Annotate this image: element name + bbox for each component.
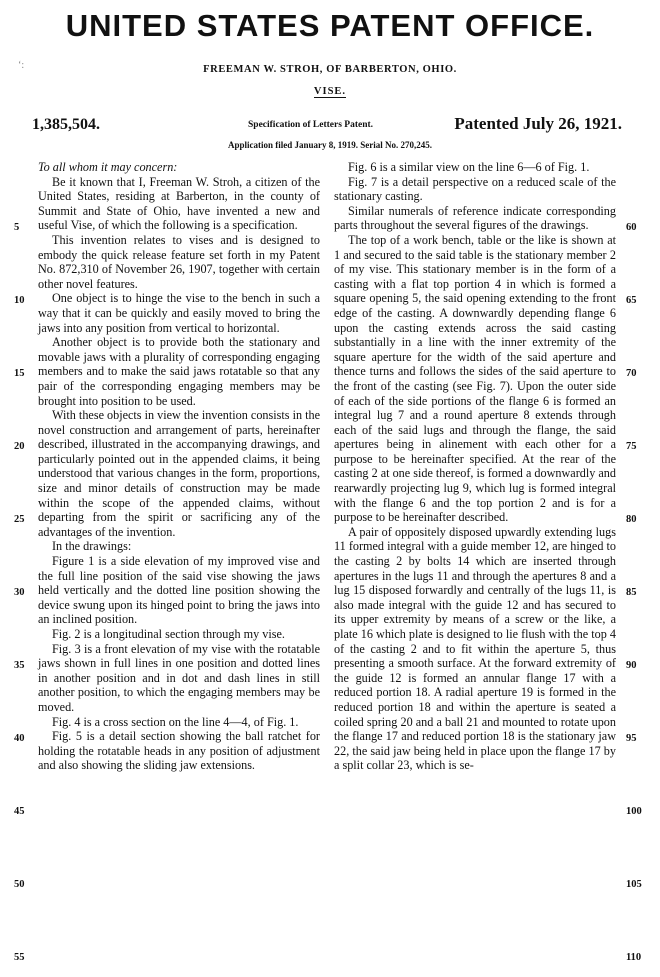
salutation: To all whom it may concern: [38,160,178,174]
subject-text: VISE. [313,86,347,97]
line-number: 30 [14,587,25,598]
line-number: 65 [626,295,637,306]
right-column [334,160,616,773]
paragraph: Fig. 4 is a cross section on the line 4—4, of Fig. 1. [52,714,299,729]
paragraph: This invention relates to vises and is designed to embody the quick release feature set forth in my Patent No. 872,310 of November 26, 1907, together with certain other novel features. [38,232,320,291]
inventor-line: FREEMAN W. STROH, OF BARBERTON, OHIO. [203,64,457,75]
line-number: 80 [626,514,637,525]
paragraph: Fig. 5 is a detail section showing the ball ratchet for holding the rotatable heads in any position of adjustment and also showing the sliding jaw extensions. [38,729,320,773]
office-title: UNITED STATES PATENT OFFICE. [65,8,595,43]
paragraph: Fig. 6 is a similar view on the line 6—6 of Fig. 1. [348,160,590,174]
line-number: 110 [626,952,642,963]
patent-date: Patented July 26, 1921. [454,114,622,133]
paragraph: With these objects in view the invention consists in the novel construction and arrangement of parts, hereinafter described, illustrated in the accompanying drawings, and particularly pointed out in the appended claims, it being understood that various changes in the form, proportions, size and minor details of construction may be made within the scope of the appended claims, without departing from the spirit or sacrificing any of the advantages of the invention. [38,408,320,539]
paragraph: Fig. 2 is a longitudinal section through my vise. [52,627,285,641]
left-column [38,160,320,773]
line-number: 55 [14,952,25,963]
application-line: Application filed January 8, 1919. Serial No. 270,245. [227,140,432,150]
paragraph: A pair of oppositely disposed upwardly extending lugs 11 formed integral with a guide member 12, are hinged to the casting 2 by bolts 14 which are inserted through apertures in the lugs 11 and through the apertures 8 and a lug 15 disposed forwardly and centrally of the lugs 11, is also made integral with the guide 12 and has secured to its upper extremity by means of a screw or the like, a plate 16 which plate is designed to lie flush with the top 4 of the casting 2 and to fit within the aperture 5, thus presenting a smooth surface. At the forward extremity of the guide 12 is formed an annular flange 17 with a reduced portion 18. A radial aperture 19 is formed in the reduced portion 18 and within the aperture is seated a coiled spring 20 and a ball 21 and mounted to rotate upon the flange 17 and reduced portion 18 is the stationary jaw 22, the said jaw being held in place upon the flange 17 by a split collar 23, which is se- [334,524,616,773]
paragraph: Be it known that I, Freeman W. Stroh, a citizen of the United States, residing at Barberton, in the county of Summit and State of Ohio, have invented a new and useful Vise, of which the following is a specification. [38,174,320,233]
line-number: 15 [14,368,25,379]
patent-number: 1,385,504. [32,116,100,133]
line-number: 85 [626,587,637,598]
paragraph: Fig. 7 is a detail perspective on a reduced scale of the stationary casting. [334,174,616,204]
spec-label: Specification of Letters Patent. [248,120,374,130]
line-number: 60 [626,222,637,233]
line-number: 70 [626,368,637,379]
paragraph: Another object is to provide both the stationary and movable jaws with a plurality of corresponding engaging members and to make the said jaws rotatable so that any pair of the corresponding engaging members may be brought into position to be used. [38,335,320,408]
paragraph: Fig. 3 is a front elevation of my vise with the rotatable jaws shown in full lines in one position and dotted lines in another position and in dot and dash lines in still another position, to which the engaging members may be moved. [38,641,320,714]
line-number: 25 [14,514,25,525]
paragraph: Figure 1 is a side elevation of my improved vise and the full line position of the said vise showing the jaws held vertically and the dotted line position showing the device swung upon its hinged point to bring the jaws into an inclined position. [38,554,320,627]
line-number: 10 [14,295,25,306]
line-number: 45 [14,806,25,817]
line-number: 95 [626,733,637,744]
paragraph: One object is to hinge the vise to the bench in such a way that it can be quickly and easily moved to bring the jaws into any position from vertical to horizontal. [38,291,320,335]
line-number: 105 [626,879,642,890]
line-number: 100 [626,806,642,817]
paragraph: In the drawings: [52,539,132,554]
paragraph: Similar numerals of reference indicate corresponding parts throughout the several figures of the drawings. [334,203,616,233]
line-number: 50 [14,879,25,890]
line-number: 35 [14,660,25,671]
line-number: 75 [626,441,637,452]
margin-mark: ‘: [18,60,25,71]
paragraph: The top of a work bench, table or the like is shown at 1 and secured to the said table is the stationary member 2 of my vise. This stationary member is in the form of a casting with a flat top portion 4 in which is formed a square opening 5, the said opening extending to the front edge of the casting. A downwardly depending flange 6 upon the casting extends across the said casting substantially in a line with the inner extremity of the square aperture for the width of the said aperture and thence turns and follows the sides of the said aperture to the front of the casting (see Fig. 7). Upon the outer side of each of the side portions of the flange 6 is formed an integral lug 7 and a round aperture 8 extends through each of the said lugs and through the flange, the said apertures being in alinement with each other for a purpose to be hereinafter specified. At the rear of the casting 2 at one side thereof, is formed a downwardly and rearwardly projecting lug 9, which lug is formed integral with the flange 6 and the top portion 2 and is for a purpose to be hereinafter described. [334,232,616,525]
line-number: 20 [14,441,25,452]
line-number: 90 [626,660,637,671]
subject-line [0,86,660,97]
line-number: 40 [14,733,25,744]
line-number: 5 [14,222,20,233]
